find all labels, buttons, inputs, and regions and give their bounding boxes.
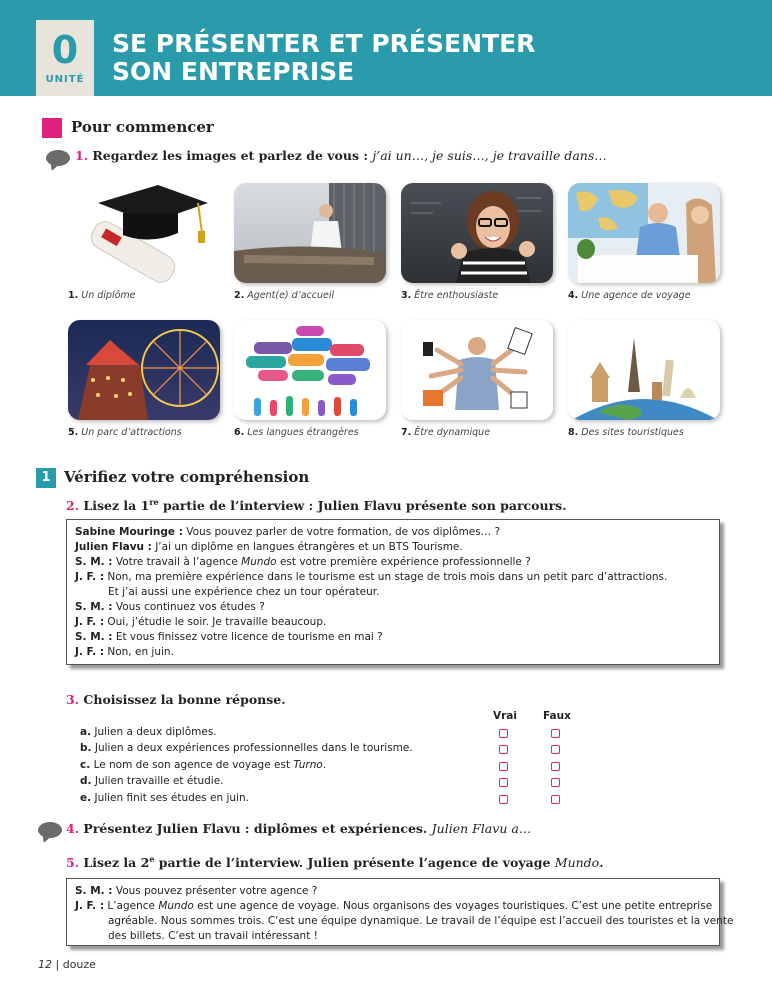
checkbox-true-e[interactable] xyxy=(499,795,508,804)
answer-item: e. Julien finit ses études en juin. xyxy=(80,792,249,804)
ferris-wheel-icon xyxy=(68,320,220,420)
interview-line: S. M. : Votre travail à l’agence Mundo est votre première expérience professionnelle ? xyxy=(75,556,531,568)
checkbox-true-c[interactable] xyxy=(499,762,508,771)
multitasking-man-icon xyxy=(401,320,553,420)
caption-2: 2. Agent(e) d’accueil xyxy=(234,290,335,301)
graduation-cap-diploma-icon xyxy=(68,183,220,283)
q1-text: Regardez les images et parlez de vous : xyxy=(92,148,368,163)
image-dynamic xyxy=(401,320,553,420)
interview-line: Et j’ai aussi une expérience chez un tour opérateur. xyxy=(108,586,380,598)
checkbox-false-b[interactable] xyxy=(551,745,560,754)
unit-badge xyxy=(36,20,94,96)
answer-item: d. Julien travaille et étudie. xyxy=(80,775,224,787)
image-landmarks xyxy=(568,320,720,420)
caption-6: 6. Les langues étrangères xyxy=(234,427,359,438)
section-title-intro: Pour commencer xyxy=(71,118,214,136)
image-enthusiastic xyxy=(401,183,553,283)
unit-title xyxy=(112,30,535,86)
checkbox-false-c[interactable] xyxy=(551,762,560,771)
checkbox-false-d[interactable] xyxy=(551,778,560,787)
interview-line: J. F. : Oui, j’étudie le soir. Je travaille beaucoup. xyxy=(75,616,327,628)
interview-line: S. M. : Vous continuez vos études ? xyxy=(75,601,265,613)
answer-item: a. Julien a deux diplômes. xyxy=(80,726,217,738)
travel-agency-icon xyxy=(568,183,720,283)
caption-1: 1. Un diplôme xyxy=(68,290,136,301)
interview-line: Julien Flavu : J’ai un diplôme en langues étrangères et un BTS Tourisme. xyxy=(75,541,463,553)
section-title-comprehension: Vérifiez votre compréhension xyxy=(64,468,310,486)
interview-box-1 xyxy=(66,519,720,665)
unit-number: 0 xyxy=(51,28,79,72)
caption-5: 5. Un parc d’attractions xyxy=(68,427,182,438)
image-languages xyxy=(234,320,386,420)
page-number: 12 xyxy=(38,958,52,971)
section-number: 1 xyxy=(36,468,56,488)
image-diploma xyxy=(68,183,220,283)
column-false-header: Faux xyxy=(543,710,571,722)
welcome-bubbles-icon xyxy=(234,320,386,420)
speech-bubble-icon xyxy=(46,150,70,166)
caption-4: 4. Une agence de voyage xyxy=(568,290,691,301)
unit-title-line2: SON ENTREPRISE xyxy=(112,57,355,86)
page-word: douze xyxy=(62,958,96,971)
question-2: 2. Lisez la 1re partie de l’interview : Julien Flavu présente son parcours. xyxy=(66,497,567,514)
answer-item: b. Julien a deux expériences professionnelles dans le tourisme. xyxy=(80,742,413,754)
caption-8: 8. Des sites touristiques xyxy=(568,427,684,438)
interview-line: J. F. : L’agence Mundo est une agence de voyage. Nous organisons des voyages touristiques. C’est une petite entreprise xyxy=(75,900,713,912)
interview-line: des billets. C’est un travail intéressant ! xyxy=(108,930,318,942)
answer-item: c. Le nom de son agence de voyage est Turno. xyxy=(80,759,327,771)
column-true-header: Vrai xyxy=(493,710,517,722)
caption-3: 3. Être enthousiaste xyxy=(401,290,499,301)
question-1 xyxy=(75,148,607,163)
page-footer: 12 | douze xyxy=(38,958,96,971)
question-4: 4. Présentez Julien Flavu : diplômes et expériences. Julien Flavu a… xyxy=(66,821,532,836)
q1-number: 1. xyxy=(75,148,89,163)
unit-label: UNITÉ xyxy=(45,74,85,85)
interview-line: Sabine Mouringe : Vous pouvez parler de votre formation, de vos diplômes… ? xyxy=(75,526,501,538)
checkbox-false-a[interactable] xyxy=(551,729,560,738)
interview-line: agréable. Nous sommes trois. C’est une équipe dynamique. Le travail de l’équipe est l’accueil des touristes et la vente xyxy=(108,915,734,927)
interview-line: S. M. : Et vous finissez votre licence de tourisme en mai ? xyxy=(75,631,383,643)
enthusiastic-woman-icon xyxy=(401,183,553,283)
world-landmarks-icon xyxy=(568,320,720,420)
checkbox-false-e[interactable] xyxy=(551,795,560,804)
image-amusement-park xyxy=(68,320,220,420)
unit-title-line1: SE PRÉSENTER ET PRÉSENTER xyxy=(112,29,536,58)
checkbox-true-a[interactable] xyxy=(499,729,508,738)
interview-line: J. F. : Non, ma première expérience dans le tourisme est un stage de trois mois dans un petit parc d’attractions. xyxy=(75,571,668,583)
question-3: 3. Choisissez la bonne réponse. xyxy=(66,692,286,707)
caption-7: 7. Être dynamique xyxy=(401,427,491,438)
interview-line: S. M. : Vous pouvez présenter votre agence ? xyxy=(75,885,318,897)
image-receptionist xyxy=(234,183,386,283)
checkbox-true-b[interactable] xyxy=(499,745,508,754)
receptionist-icon xyxy=(234,183,386,283)
section-marker xyxy=(42,118,62,138)
interview-box-2 xyxy=(66,878,734,946)
image-travel-agency xyxy=(568,183,720,283)
checkbox-true-d[interactable] xyxy=(499,778,508,787)
question-5: 5. Lisez la 2e partie de l’interview. Julien présente l’agence de voyage Mundo. xyxy=(66,854,604,871)
interview-line: J. F. : Non, en juin. xyxy=(75,646,174,658)
q1-italic: j’ai un…, je suis…, je travaille dans… xyxy=(372,148,607,163)
speech-bubble-icon xyxy=(38,822,62,838)
